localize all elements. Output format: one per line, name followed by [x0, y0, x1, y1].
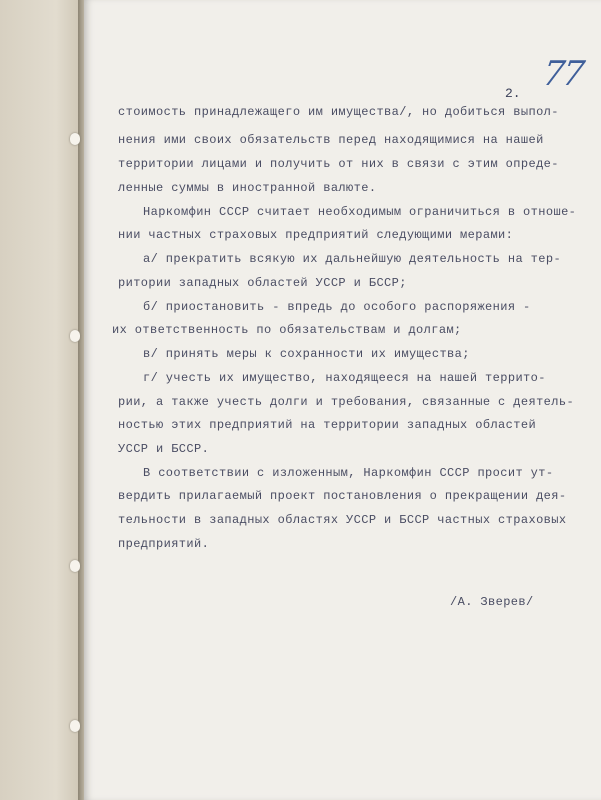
handwritten-folio-number: 77 [540, 54, 586, 94]
text-line: нии частных страховых предприятий следующими мерами: [118, 228, 514, 242]
text-line: стоимость принадлежащего им имущества/, но добиться выпол- [118, 105, 559, 119]
signature-line: /А. Зверев/ [450, 595, 534, 609]
text-line: Наркомфин СССР считает необходимым ограничиться в отноше- [143, 205, 577, 219]
text-line: в/ принять меры к сохранности их имущества; [143, 347, 470, 361]
text-line: ленные суммы в иностранной валюте. [118, 181, 377, 195]
text-line: территории лицами и получить от них в связи с этим опреде- [118, 157, 559, 171]
text-line: ностью этих предприятий на территории западных областей [118, 418, 537, 432]
text-line: вердить прилагаемый проект постановления о прекращении дея- [118, 489, 567, 503]
text-line: тельности в западных областях УССР и БССР частных страховых [118, 513, 567, 527]
text-line: УССР и БССР. [118, 442, 210, 456]
text-line: а/ прекратить всякую их дальнейшую деятельность на тер- [143, 252, 562, 266]
text-line: их ответственность по обязательствам и долгам; [112, 323, 462, 337]
page-number: 2. [505, 86, 521, 101]
text-line: б/ приостановить - впредь до особого распоряжения - [143, 300, 531, 314]
text-line: В соответствии с изложенным, Наркомфин СССР просит ут- [143, 466, 554, 480]
text-line: рии, а также учесть долги и требования, связанные с деятель- [118, 395, 575, 409]
text-line: предприятий. [118, 537, 210, 551]
text-line: ритории западных областей УССР и БССР; [118, 276, 407, 290]
text-line: г/ учесть их имущество, находящееся на нашей террито- [143, 371, 546, 385]
text-line: нения ими своих обязательств перед находящимися на нашей [118, 133, 544, 147]
